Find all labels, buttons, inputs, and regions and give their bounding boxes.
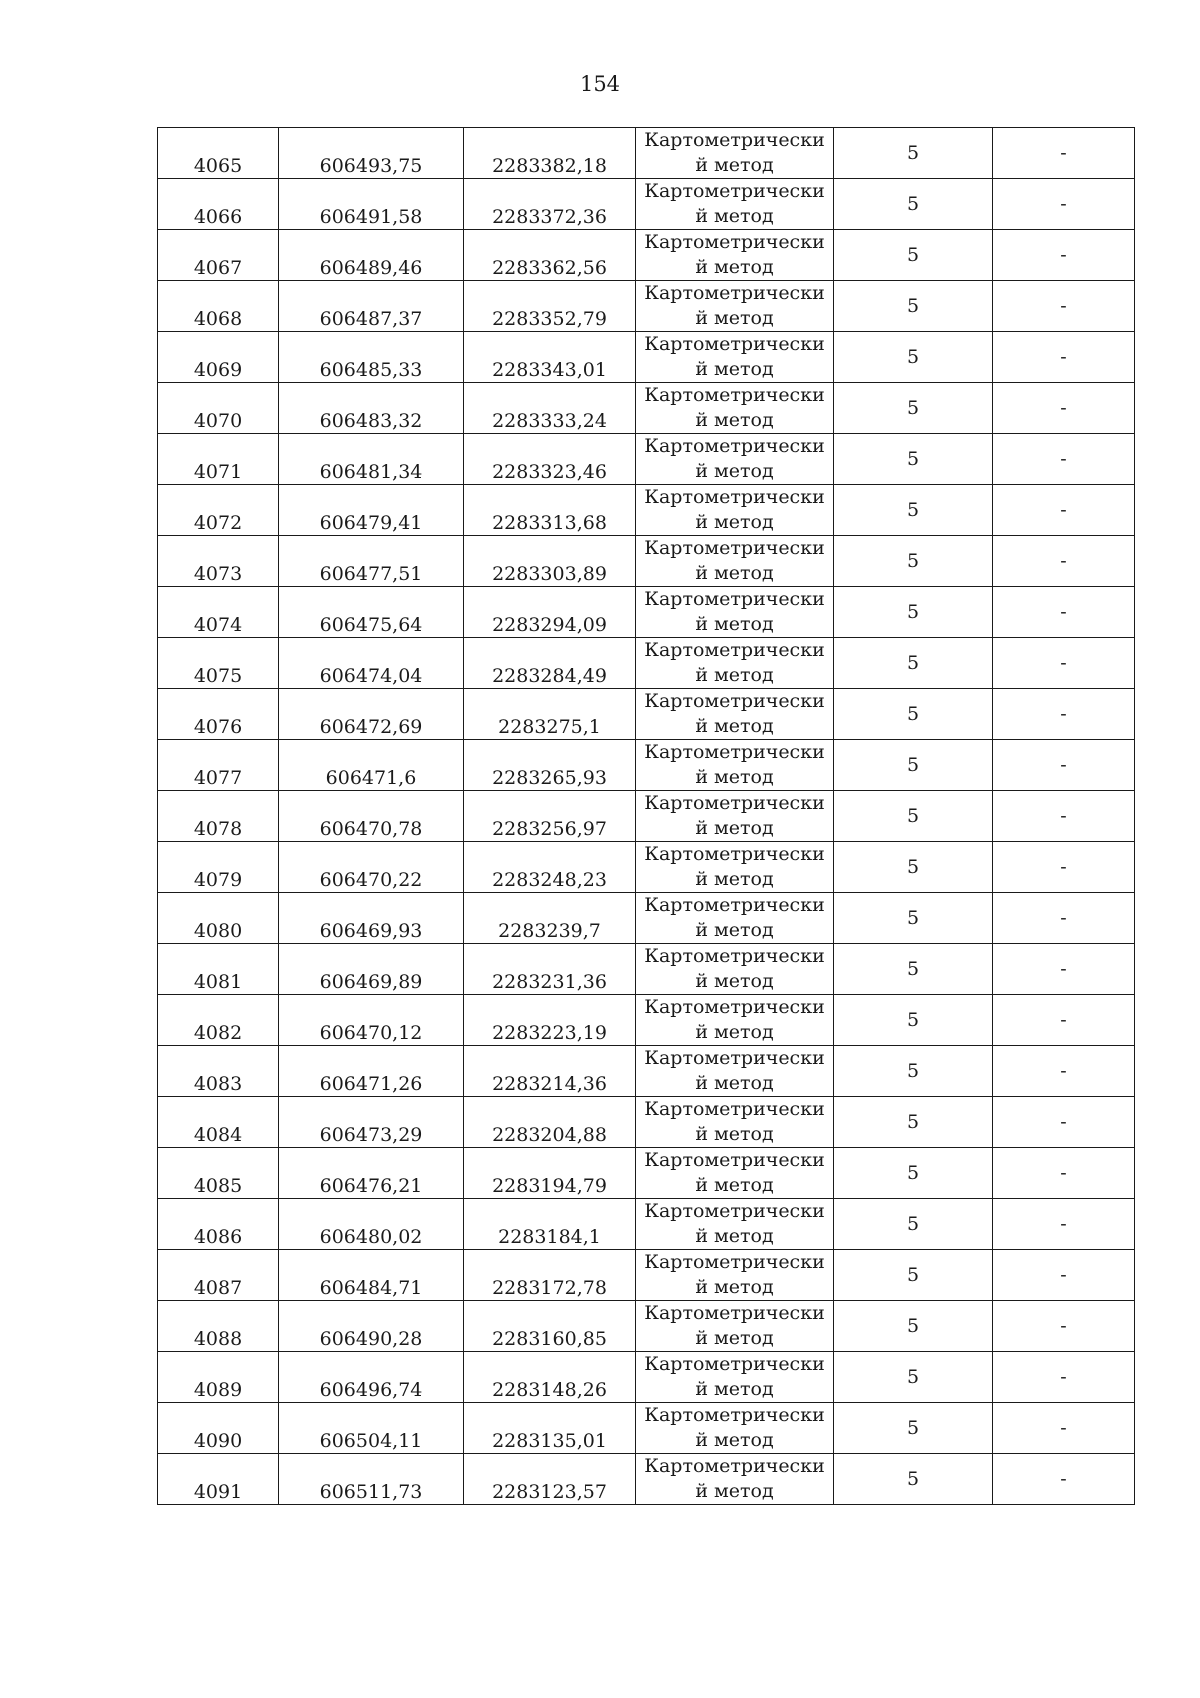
- method-text-line1: Картометрически: [644, 843, 825, 865]
- table-row: [158, 434, 1135, 485]
- table-row: [158, 1352, 1135, 1403]
- accuracy-cell: 5: [834, 1352, 993, 1403]
- accuracy-cell: 5: [834, 281, 993, 332]
- method-text-line1: Картометрически: [644, 945, 825, 967]
- accuracy-cell: 5: [834, 1250, 993, 1301]
- table-row: [158, 1148, 1135, 1199]
- x-coordinate-cell: 606480,02: [279, 1199, 464, 1250]
- table-row: [158, 1454, 1135, 1505]
- accuracy-cell: 5: [834, 1046, 993, 1097]
- accuracy-cell: 5: [834, 536, 993, 587]
- x-coordinate-cell: 606483,32: [279, 383, 464, 434]
- accuracy-cell: 5: [834, 995, 993, 1046]
- x-coordinate-cell: 606484,71: [279, 1250, 464, 1301]
- method-text-line1: Картометрически: [644, 1302, 825, 1324]
- method-text-line1: Картометрически: [644, 1149, 825, 1171]
- point-number-cell: 4087: [158, 1250, 279, 1301]
- table-row: [158, 1199, 1135, 1250]
- accuracy-cell: 5: [834, 434, 993, 485]
- point-number-cell: 4074: [158, 587, 279, 638]
- coordinates-table-body: [158, 128, 1135, 1505]
- note-cell: -: [993, 383, 1135, 434]
- point-number-cell: 4072: [158, 485, 279, 536]
- table-row: [158, 689, 1135, 740]
- method-cell: [636, 638, 834, 689]
- point-number-cell: 4081: [158, 944, 279, 995]
- table-row: [158, 179, 1135, 230]
- point-number-cell: 4083: [158, 1046, 279, 1097]
- method-text-line2: й метод: [695, 307, 774, 329]
- method-cell: [636, 1097, 834, 1148]
- accuracy-cell: 5: [834, 128, 993, 179]
- table-row: [158, 128, 1135, 179]
- method-text-line2: й метод: [695, 1174, 774, 1196]
- note-cell: -: [993, 230, 1135, 281]
- method-text-line2: й метод: [695, 1480, 774, 1502]
- y-coordinate-cell: 2283248,23: [464, 842, 636, 893]
- table-row: [158, 281, 1135, 332]
- method-cell: [636, 1250, 834, 1301]
- method-cell: [636, 128, 834, 179]
- method-text-line2: й метод: [695, 715, 774, 737]
- x-coordinate-cell: 606469,89: [279, 944, 464, 995]
- method-text-line1: Картометрически: [644, 1047, 825, 1069]
- method-text-line1: Картометрически: [644, 690, 825, 712]
- x-coordinate-cell: 606481,34: [279, 434, 464, 485]
- method-text-line2: й метод: [695, 1225, 774, 1247]
- accuracy-cell: 5: [834, 893, 993, 944]
- method-text-line2: й метод: [695, 562, 774, 584]
- x-coordinate-cell: 606474,04: [279, 638, 464, 689]
- table-row: [158, 1097, 1135, 1148]
- method-cell: [636, 740, 834, 791]
- y-coordinate-cell: 2283256,97: [464, 791, 636, 842]
- method-text-line1: Картометрически: [644, 282, 825, 304]
- method-text-line2: й метод: [695, 613, 774, 635]
- point-number-cell: 4088: [158, 1301, 279, 1352]
- y-coordinate-cell: 2283372,36: [464, 179, 636, 230]
- method-text-line1: Картометрически: [644, 129, 825, 151]
- accuracy-cell: 5: [834, 791, 993, 842]
- method-cell: [636, 791, 834, 842]
- method-cell: [636, 893, 834, 944]
- x-coordinate-cell: 606470,78: [279, 791, 464, 842]
- accuracy-cell: 5: [834, 842, 993, 893]
- note-cell: -: [993, 842, 1135, 893]
- x-coordinate-cell: 606470,12: [279, 995, 464, 1046]
- x-coordinate-cell: 606490,28: [279, 1301, 464, 1352]
- y-coordinate-cell: 2283148,26: [464, 1352, 636, 1403]
- x-coordinate-cell: 606496,74: [279, 1352, 464, 1403]
- note-cell: -: [993, 128, 1135, 179]
- x-coordinate-cell: 606491,58: [279, 179, 464, 230]
- method-text-line2: й метод: [695, 1021, 774, 1043]
- method-text-line2: й метод: [695, 256, 774, 278]
- note-cell: -: [993, 689, 1135, 740]
- accuracy-cell: 5: [834, 1454, 993, 1505]
- method-text-line2: й метод: [695, 1378, 774, 1400]
- note-cell: -: [993, 944, 1135, 995]
- method-cell: [636, 1301, 834, 1352]
- y-coordinate-cell: 2283184,1: [464, 1199, 636, 1250]
- table-row: [158, 995, 1135, 1046]
- method-text-line1: Картометрически: [644, 588, 825, 610]
- table-row: [158, 638, 1135, 689]
- method-text-line2: й метод: [695, 205, 774, 227]
- table-row: [158, 740, 1135, 791]
- method-text-line2: й метод: [695, 1072, 774, 1094]
- accuracy-cell: 5: [834, 179, 993, 230]
- method-text-line2: й метод: [695, 817, 774, 839]
- method-text-line1: Картометрически: [644, 537, 825, 559]
- table-row: [158, 332, 1135, 383]
- point-number-cell: 4069: [158, 332, 279, 383]
- x-coordinate-cell: 606472,69: [279, 689, 464, 740]
- method-text-line1: Картометрически: [644, 1404, 825, 1426]
- note-cell: -: [993, 791, 1135, 842]
- method-cell: [636, 1454, 834, 1505]
- table-row: [158, 1046, 1135, 1097]
- table-row: [158, 536, 1135, 587]
- note-cell: -: [993, 893, 1135, 944]
- method-text-line1: Картометрически: [644, 639, 825, 661]
- note-cell: -: [993, 1199, 1135, 1250]
- method-cell: [636, 1199, 834, 1250]
- note-cell: -: [993, 179, 1135, 230]
- accuracy-cell: 5: [834, 1199, 993, 1250]
- x-coordinate-cell: 606489,46: [279, 230, 464, 281]
- point-number-cell: 4078: [158, 791, 279, 842]
- method-text-line1: Картометрически: [644, 1353, 825, 1375]
- method-cell: [636, 587, 834, 638]
- method-text-line2: й метод: [695, 1429, 774, 1451]
- note-cell: -: [993, 485, 1135, 536]
- accuracy-cell: 5: [834, 689, 993, 740]
- note-cell: -: [993, 1250, 1135, 1301]
- method-text-line1: Картометрически: [644, 486, 825, 508]
- method-cell: [636, 689, 834, 740]
- method-cell: [636, 332, 834, 383]
- note-cell: -: [993, 1403, 1135, 1454]
- point-number-cell: 4065: [158, 128, 279, 179]
- method-text-line1: Картометрически: [644, 231, 825, 253]
- note-cell: -: [993, 995, 1135, 1046]
- y-coordinate-cell: 2283284,49: [464, 638, 636, 689]
- y-coordinate-cell: 2283239,7: [464, 893, 636, 944]
- method-text-line2: й метод: [695, 664, 774, 686]
- y-coordinate-cell: 2283223,19: [464, 995, 636, 1046]
- method-text-line2: й метод: [695, 1327, 774, 1349]
- method-text-line2: й метод: [695, 868, 774, 890]
- point-number-cell: 4073: [158, 536, 279, 587]
- note-cell: -: [993, 1097, 1135, 1148]
- method-text-line1: Картометрически: [644, 180, 825, 202]
- point-number-cell: 4089: [158, 1352, 279, 1403]
- method-text-line1: Картометрически: [644, 1251, 825, 1273]
- point-number-cell: 4076: [158, 689, 279, 740]
- method-text-line2: й метод: [695, 766, 774, 788]
- method-cell: [636, 1148, 834, 1199]
- method-cell: [636, 944, 834, 995]
- y-coordinate-cell: 2283382,18: [464, 128, 636, 179]
- table-row: [158, 1250, 1135, 1301]
- note-cell: -: [993, 1352, 1135, 1403]
- point-number-cell: 4090: [158, 1403, 279, 1454]
- x-coordinate-cell: 606479,41: [279, 485, 464, 536]
- y-coordinate-cell: 2283172,78: [464, 1250, 636, 1301]
- point-number-cell: 4068: [158, 281, 279, 332]
- point-number-cell: 4071: [158, 434, 279, 485]
- method-cell: [636, 1046, 834, 1097]
- accuracy-cell: 5: [834, 740, 993, 791]
- method-cell: [636, 383, 834, 434]
- method-text-line1: Картометрически: [644, 435, 825, 457]
- point-number-cell: 4079: [158, 842, 279, 893]
- table-row: [158, 1403, 1135, 1454]
- y-coordinate-cell: 2283343,01: [464, 332, 636, 383]
- table-row: [158, 791, 1135, 842]
- method-cell: [636, 1352, 834, 1403]
- note-cell: -: [993, 281, 1135, 332]
- method-cell: [636, 179, 834, 230]
- point-number-cell: 4067: [158, 230, 279, 281]
- x-coordinate-cell: 606471,6: [279, 740, 464, 791]
- coordinates-table: [157, 127, 1135, 1505]
- method-text-line2: й метод: [695, 511, 774, 533]
- x-coordinate-cell: 606487,37: [279, 281, 464, 332]
- x-coordinate-cell: 606493,75: [279, 128, 464, 179]
- method-text-line1: Картометрически: [644, 894, 825, 916]
- x-coordinate-cell: 606473,29: [279, 1097, 464, 1148]
- x-coordinate-cell: 606477,51: [279, 536, 464, 587]
- note-cell: -: [993, 536, 1135, 587]
- accuracy-cell: 5: [834, 638, 993, 689]
- y-coordinate-cell: 2283313,68: [464, 485, 636, 536]
- x-coordinate-cell: 606476,21: [279, 1148, 464, 1199]
- method-cell: [636, 995, 834, 1046]
- method-text-line2: й метод: [695, 970, 774, 992]
- y-coordinate-cell: 2283194,79: [464, 1148, 636, 1199]
- accuracy-cell: 5: [834, 332, 993, 383]
- method-text-line1: Картометрически: [644, 1455, 825, 1477]
- y-coordinate-cell: 2283294,09: [464, 587, 636, 638]
- point-number-cell: 4070: [158, 383, 279, 434]
- y-coordinate-cell: 2283275,1: [464, 689, 636, 740]
- table-row: [158, 1301, 1135, 1352]
- point-number-cell: 4082: [158, 995, 279, 1046]
- note-cell: -: [993, 638, 1135, 689]
- y-coordinate-cell: 2283265,93: [464, 740, 636, 791]
- point-number-cell: 4075: [158, 638, 279, 689]
- table-row: [158, 893, 1135, 944]
- method-text-line1: Картометрически: [644, 1098, 825, 1120]
- accuracy-cell: 5: [834, 1403, 993, 1454]
- method-text-line1: Картометрически: [644, 741, 825, 763]
- method-text-line1: Картометрически: [644, 333, 825, 355]
- x-coordinate-cell: 606469,93: [279, 893, 464, 944]
- note-cell: -: [993, 1148, 1135, 1199]
- point-number-cell: 4085: [158, 1148, 279, 1199]
- y-coordinate-cell: 2283135,01: [464, 1403, 636, 1454]
- method-cell: [636, 485, 834, 536]
- table-row: [158, 587, 1135, 638]
- x-coordinate-cell: 606511,73: [279, 1454, 464, 1505]
- accuracy-cell: 5: [834, 587, 993, 638]
- x-coordinate-cell: 606475,64: [279, 587, 464, 638]
- method-cell: [636, 1403, 834, 1454]
- accuracy-cell: 5: [834, 383, 993, 434]
- y-coordinate-cell: 2283362,56: [464, 230, 636, 281]
- point-number-cell: 4091: [158, 1454, 279, 1505]
- note-cell: -: [993, 587, 1135, 638]
- method-cell: [636, 536, 834, 587]
- y-coordinate-cell: 2283333,24: [464, 383, 636, 434]
- y-coordinate-cell: 2283123,57: [464, 1454, 636, 1505]
- y-coordinate-cell: 2283231,36: [464, 944, 636, 995]
- point-number-cell: 4080: [158, 893, 279, 944]
- note-cell: -: [993, 1301, 1135, 1352]
- note-cell: -: [993, 434, 1135, 485]
- note-cell: -: [993, 332, 1135, 383]
- accuracy-cell: 5: [834, 485, 993, 536]
- method-text-line2: й метод: [695, 1276, 774, 1298]
- point-number-cell: 4077: [158, 740, 279, 791]
- point-number-cell: 4066: [158, 179, 279, 230]
- accuracy-cell: 5: [834, 230, 993, 281]
- method-text-line2: й метод: [695, 1123, 774, 1145]
- accuracy-cell: 5: [834, 1097, 993, 1148]
- method-text-line2: й метод: [695, 358, 774, 380]
- y-coordinate-cell: 2283160,85: [464, 1301, 636, 1352]
- method-cell: [636, 434, 834, 485]
- y-coordinate-cell: 2283323,46: [464, 434, 636, 485]
- note-cell: -: [993, 740, 1135, 791]
- accuracy-cell: 5: [834, 1148, 993, 1199]
- x-coordinate-cell: 606471,26: [279, 1046, 464, 1097]
- x-coordinate-cell: 606504,11: [279, 1403, 464, 1454]
- table-row: [158, 383, 1135, 434]
- page-number: 154: [579, 72, 621, 96]
- table-row: [158, 230, 1135, 281]
- method-cell: [636, 842, 834, 893]
- point-number-cell: 4084: [158, 1097, 279, 1148]
- method-cell: [636, 281, 834, 332]
- x-coordinate-cell: 606470,22: [279, 842, 464, 893]
- method-text-line1: Картометрически: [644, 384, 825, 406]
- method-text-line1: Картометрически: [644, 996, 825, 1018]
- method-text-line2: й метод: [695, 919, 774, 941]
- method-text-line2: й метод: [695, 460, 774, 482]
- y-coordinate-cell: 2283303,89: [464, 536, 636, 587]
- y-coordinate-cell: 2283352,79: [464, 281, 636, 332]
- accuracy-cell: 5: [834, 944, 993, 995]
- accuracy-cell: 5: [834, 1301, 993, 1352]
- y-coordinate-cell: 2283204,88: [464, 1097, 636, 1148]
- y-coordinate-cell: 2283214,36: [464, 1046, 636, 1097]
- x-coordinate-cell: 606485,33: [279, 332, 464, 383]
- table-row: [158, 485, 1135, 536]
- method-text-line2: й метод: [695, 409, 774, 431]
- note-cell: -: [993, 1454, 1135, 1505]
- note-cell: -: [993, 1046, 1135, 1097]
- method-cell: [636, 230, 834, 281]
- method-text-line1: Картометрически: [644, 1200, 825, 1222]
- method-text-line2: й метод: [695, 154, 774, 176]
- method-text-line1: Картометрически: [644, 792, 825, 814]
- point-number-cell: 4086: [158, 1199, 279, 1250]
- table-row: [158, 944, 1135, 995]
- table-row: [158, 842, 1135, 893]
